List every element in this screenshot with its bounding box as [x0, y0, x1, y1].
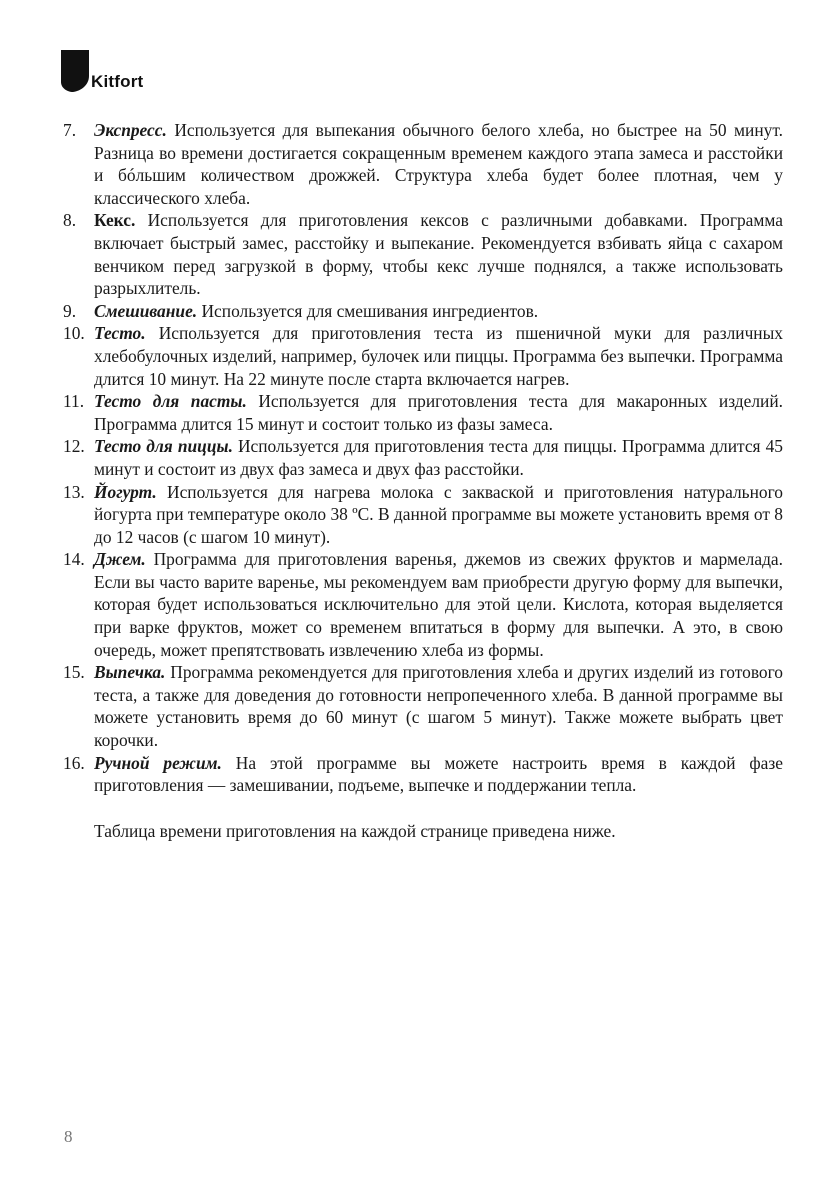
page-number: 8 [64, 1127, 73, 1146]
program-item [63, 661, 783, 751]
program-description: Используется для приготовления теста для макаронных изделий. Программа длится 15 минут и состоит только из фазы замеса. [94, 391, 783, 434]
program-name: Смешивание. [94, 300, 198, 321]
program-description: Программа рекомендуется для приготовления хлеба и других изделий из готового теста, а также для доведения до готовности непропеченного хлеба. В данной программе вы можете установить время до 60 минут (с шагом 5 минут). Также можете выбрать цвет корочки. [94, 662, 783, 751]
item-number: 9. [63, 300, 77, 321]
program-description: Используется для выпекания обычного белого хлеба, но быстрее на 50 минут. Разница во времени достигается сокращенным временем каждого этапа замеса и расстойки и бóльшим количеством дрожжей. Структура хлеба будет более плотная, чем у классического хлеба. [94, 120, 783, 208]
item-number: 14. [63, 549, 85, 570]
program-description: Используется для нагрева молока с закваской и приготовления натурального йогурта при температуре около 38 ºС. В данной программе вы можете установить время от 8 до 12 часов (с шагом 10 минут). [94, 481, 783, 547]
program-description: На этой программе вы можете настроить время в каждой фазе приготовления — замешивании, подъеме, выпечке и поддержании тепла. [94, 752, 783, 796]
program-list [63, 119, 783, 842]
program-item [63, 481, 783, 549]
brand-name: Kitfort [91, 72, 144, 91]
program-item [63, 548, 783, 661]
program-name: Тесто для пиццы. [94, 436, 233, 457]
item-number: 13. [63, 481, 85, 502]
item-number: 12. [63, 436, 85, 457]
brand-logo [61, 50, 143, 92]
program-name: Ручной режим. [94, 752, 222, 773]
program-item [63, 300, 783, 323]
program-name: Выпечка. [94, 662, 166, 683]
program-item [63, 752, 783, 797]
program-name: Тесто. [94, 323, 146, 344]
kitfort-logo-icon [61, 50, 89, 92]
item-number: 16. [63, 752, 85, 773]
program-description: Используется для приготовления кексов с различными добавками. Программа включает быстрый замес, расстойку и выпекание. Рекомендуется взбивать яйца с сахаром венчиком перед загрузкой в форму, чтобы кекс лучше поднялся, а также использовать разрыхлитель. [94, 210, 783, 299]
program-item [63, 322, 783, 390]
program-item [63, 390, 783, 435]
item-number: 7. [63, 120, 77, 140]
item-number: 10. [63, 323, 85, 344]
program-name: Экспресс. [94, 120, 167, 140]
program-item [63, 435, 783, 480]
program-name: Йогурт. [94, 481, 157, 502]
program-description: Программа для приготовления варенья, джемов из свежих фруктов и мармелада. Если вы часто варите варенье, мы рекомендуем вам приобрести другую форму для выпечки, которая будет использоваться исключительно для этой цели. Кислота, которая выделяется при варке фруктов, может со временем впитаться в форму для выпечки. А это, в свою очередь, может препятствовать извлечению хлеба из формы. [94, 549, 783, 660]
program-name: Тесто для пасты. [94, 391, 247, 412]
program-description: Используется для смешивания ингредиентов. [197, 300, 539, 321]
program-name: Джем. [94, 549, 146, 570]
item-number: 8. [63, 210, 77, 231]
program-name: Кекс. [94, 210, 136, 231]
program-description: Используется для приготовления теста из пшеничной муки для различных хлебобулочных изделий, например, булочек или пиццы. Программа без выпечки. Программа длится 10 минут. На 22 минуте после старта включается нагрев. [94, 323, 783, 389]
program-item [63, 119, 783, 209]
program-description: Используется для приготовления теста для пиццы. Программа длится 45 минут и состоит из двух фаз замеса и двух фаз расстойки. [94, 436, 783, 479]
table-note: Таблица времени приготовления на каждой странице приведена ниже. [94, 820, 616, 841]
item-number: 11. [63, 391, 85, 412]
item-number: 15. [63, 662, 85, 683]
program-item [63, 209, 783, 299]
